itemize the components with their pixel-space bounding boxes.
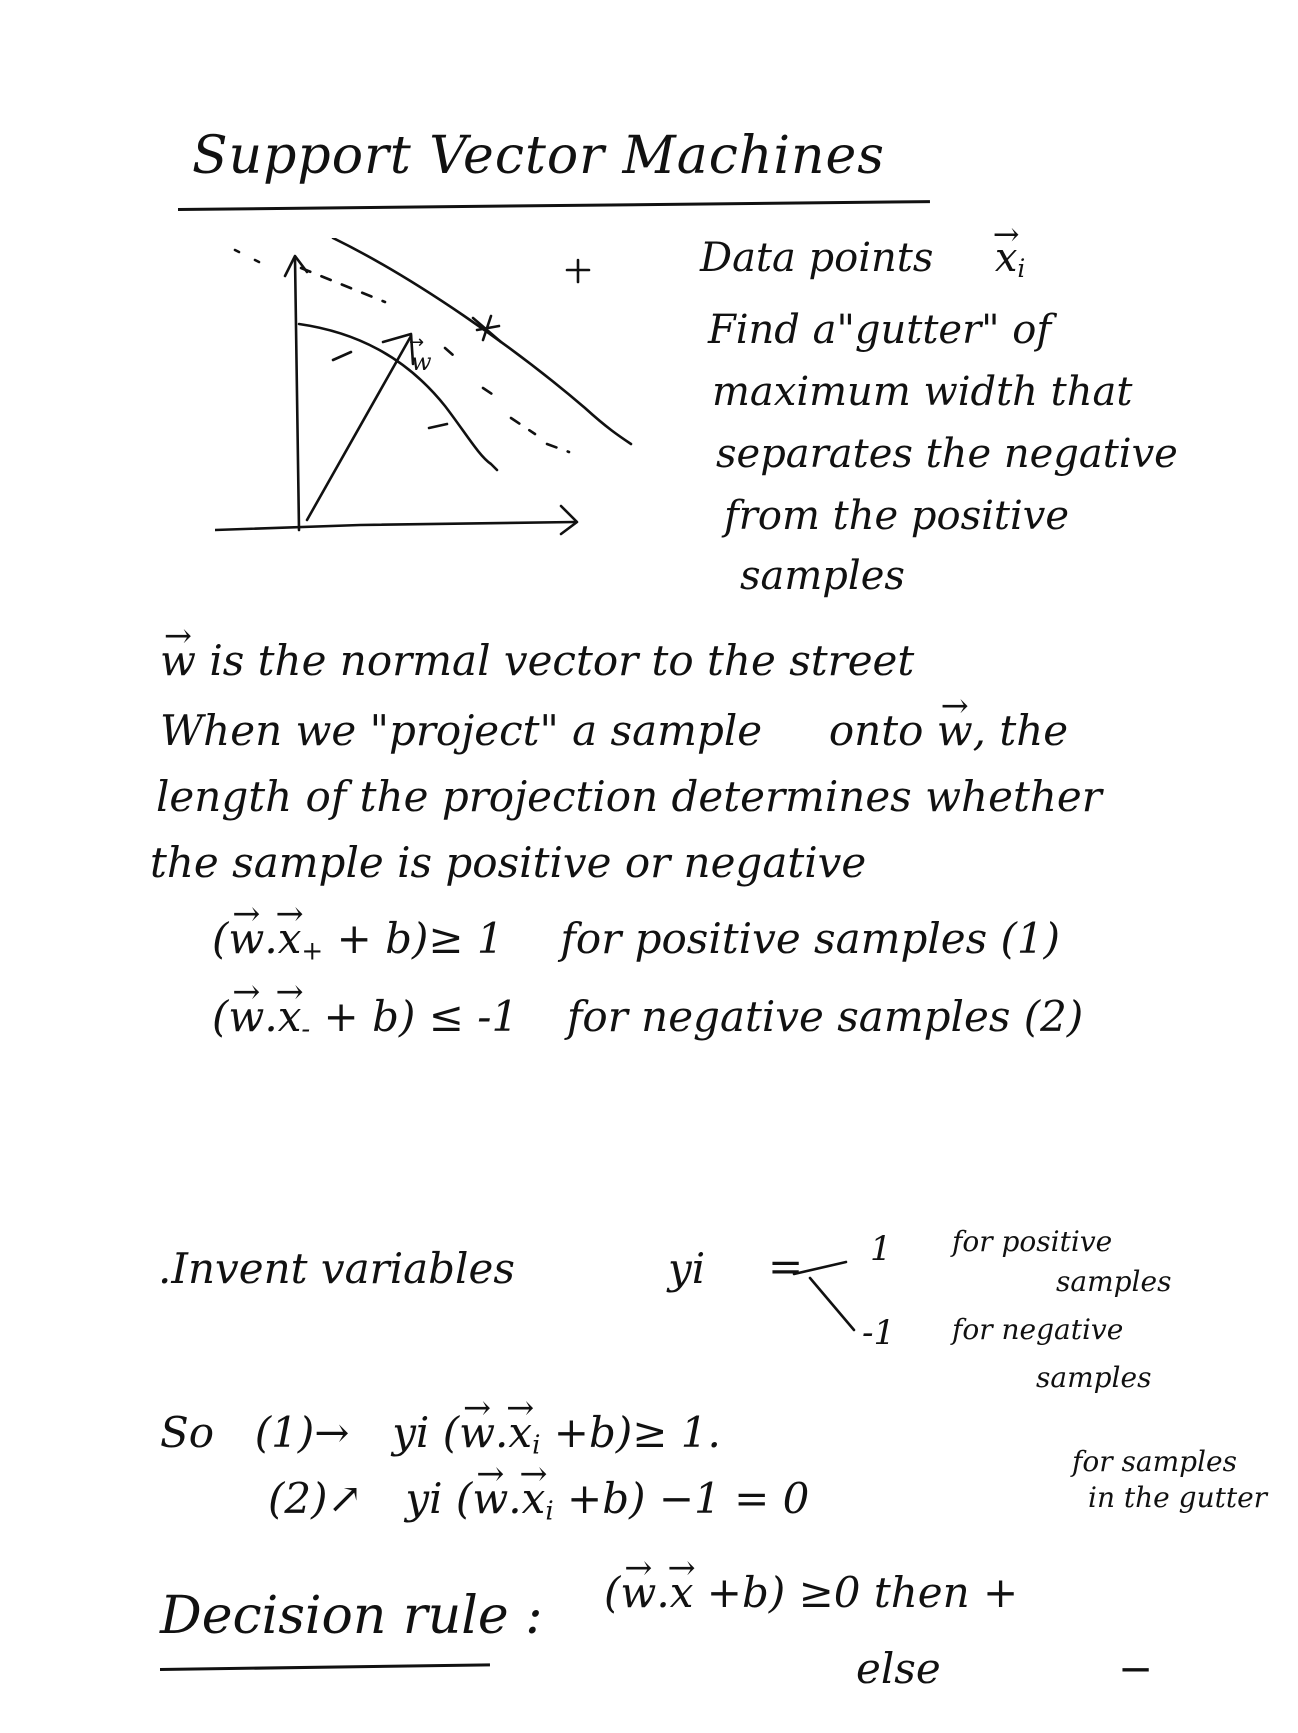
decision-w [620, 1568, 657, 1617]
decision-underline [160, 1663, 490, 1671]
eq2-dot: . [264, 992, 278, 1041]
paragraph-line1 [160, 636, 915, 685]
eq1-open: ( [212, 914, 229, 963]
neg-value: -1 [862, 1313, 896, 1353]
invent-equals: = [768, 1242, 804, 1291]
brace-upper-branch [794, 1262, 846, 1274]
negative-gutter-edge [299, 324, 497, 470]
neg-note-1: for negative [952, 1313, 1124, 1346]
eq1-w-var: w [228, 914, 265, 963]
svm-diagram [215, 238, 715, 568]
paragraph-line4: the sample is positive or negative [150, 838, 867, 887]
w-vector-inline [160, 636, 196, 685]
xi-var: x [994, 235, 1018, 281]
eq1-x [277, 914, 302, 963]
so-x-1 [508, 1408, 533, 1457]
page-title: Support Vector Machines [192, 126, 885, 186]
decision-open: ( [604, 1568, 621, 1617]
so-line-1 [160, 1408, 721, 1461]
so-yi-2: yi ( [405, 1474, 473, 1523]
side-note-line2: Find a"gutter" of [708, 307, 1052, 353]
decision-expression [604, 1568, 1019, 1617]
so-dot-1: . [495, 1408, 509, 1457]
equation-2 [212, 992, 1084, 1045]
side-note-line3: maximum width that [712, 369, 1133, 415]
decision-x-var: x [669, 1568, 694, 1617]
side-note-line5: from the positive [724, 493, 1070, 539]
top-left-dots [235, 250, 259, 262]
title-underline [178, 200, 930, 211]
eq2-note: for negative samples (2) [566, 992, 1084, 1041]
so-rest-2: +b) −1 = 0 [567, 1474, 810, 1523]
so-yi-1: yi ( [392, 1408, 460, 1457]
eq2-x [277, 992, 302, 1041]
eq1-sub: + [301, 936, 324, 967]
so-note-2a: for samples [1072, 1445, 1237, 1478]
xi-sub: i [1017, 254, 1026, 284]
so-note-2b: in the gutter [1088, 1481, 1268, 1514]
eq2-w-var: w [228, 992, 265, 1041]
w-var-1: w [160, 636, 196, 685]
so-label-2: (2)↗ [268, 1474, 363, 1523]
side-note-line1 [700, 235, 1026, 284]
x-axis [215, 522, 575, 530]
so-label-1: (1)→ [254, 1408, 350, 1457]
y-axis [295, 258, 299, 530]
decision-w-var: w [620, 1568, 657, 1617]
eq2-open: ( [212, 992, 229, 1041]
decision-x [669, 1568, 694, 1617]
so-w-1 [459, 1408, 496, 1457]
pos-note-1: for positive [952, 1225, 1113, 1258]
so-line-2 [268, 1474, 810, 1527]
equation-1 [212, 914, 1061, 967]
so-w-2 [472, 1474, 509, 1523]
side-note-line6: samples [740, 553, 905, 599]
paragraph-line2-b: onto [828, 706, 924, 755]
neg-note-2: samples [1036, 1361, 1152, 1394]
brace-lower-branch [810, 1278, 854, 1330]
eq1-rest: + b)≥ 1 [336, 914, 504, 963]
eq2-w [228, 992, 265, 1041]
decision-label: Decision rule : [160, 1586, 543, 1646]
invent-label: .Invent variables [158, 1244, 515, 1293]
paragraph-line1-text: is the normal vector to the street [209, 636, 915, 685]
side-note-line4: separates the negative [716, 431, 1178, 477]
so-x-2-var: x [521, 1474, 546, 1523]
pos-note-2: samples [1056, 1265, 1172, 1298]
so-x-2-sub: i [545, 1496, 554, 1527]
so-x-1-sub: i [532, 1430, 541, 1461]
decision-else-sign: − [1118, 1644, 1154, 1693]
decision-else: else [856, 1644, 941, 1693]
w-vector-label: w [411, 348, 432, 376]
so-w-2-var: w [472, 1474, 509, 1523]
so-word: So [160, 1408, 215, 1457]
invent-var: yi [668, 1244, 706, 1293]
eq1-note: for positive samples (1) [560, 914, 1061, 963]
so-x-2 [521, 1474, 546, 1523]
paragraph-line2-a: When we "project" a sample [160, 706, 763, 755]
eq1-dot: . [264, 914, 278, 963]
x-axis-arrow [561, 506, 577, 534]
curve-tick-2 [429, 424, 447, 428]
paragraph-line3: length of the projection determines whether [156, 772, 1102, 821]
w-vector-line [307, 336, 411, 520]
eq1-x-var: x [277, 914, 302, 963]
eq2-x-var: x [277, 992, 302, 1041]
decision-dot: . [656, 1568, 670, 1617]
w-var-2: w [936, 706, 973, 755]
so-rest-1: +b)≥ 1. [553, 1408, 721, 1457]
pos-value: 1 [870, 1229, 892, 1269]
paragraph-line2 [160, 706, 1069, 755]
decision-rest: +b) ≥0 then + [706, 1568, 1019, 1617]
eq2-rest: + b) ≤ -1 [323, 992, 519, 1041]
side-note-line1-text: Data points [700, 235, 934, 281]
eq1-w [228, 914, 265, 963]
eq2-sub: - [301, 1014, 311, 1045]
w-label-arrow: → [409, 332, 425, 353]
w-vector-inline-2 [936, 706, 973, 755]
so-dot-2: . [508, 1474, 522, 1523]
paragraph-line2-c: , the [972, 706, 1069, 755]
curve-tick-1 [333, 352, 351, 360]
so-x-1-var: x [508, 1408, 533, 1457]
xi-vector [994, 235, 1018, 281]
so-w-1-var: w [459, 1408, 496, 1457]
